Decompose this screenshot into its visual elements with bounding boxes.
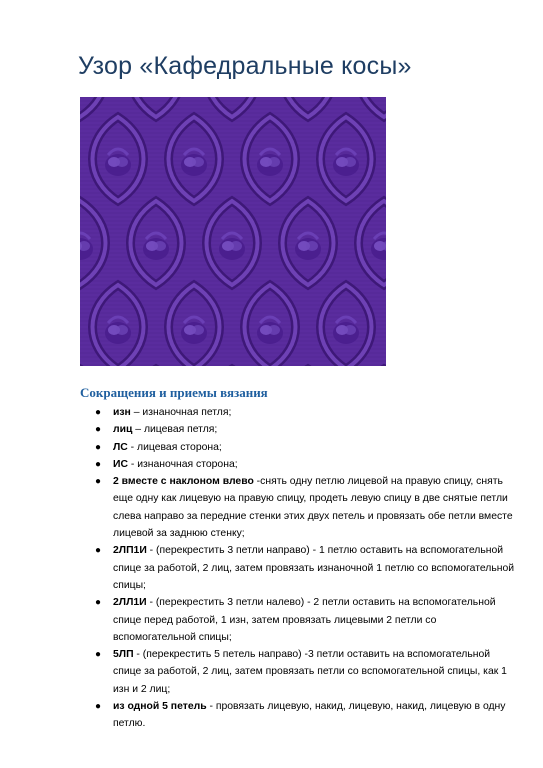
item-term: ЛС (113, 441, 128, 453)
bullet-icon: ● (95, 649, 102, 661)
item-term: лиц (113, 424, 133, 436)
abbreviations-list (95, 404, 515, 733)
item-term: 2ЛЛ1И (113, 597, 147, 609)
item-term: 5ЛП (113, 649, 134, 661)
list-item (95, 404, 515, 421)
item-text: - (перекрестить 3 петли направо) - 1 петлю оставить на вспомогательной спице за работой, 2 лиц, затем провязать изнаночной 1 петлю со вспомогательной спицы; (113, 545, 515, 591)
list-item (95, 698, 515, 733)
bullet-icon: ● (95, 545, 102, 557)
item-text: -снять одну петлю лицевой на правую спицу, снять еще одну как лицевую на правую спицу, продеть левую спицу в две снятые петли слева направо за передние стенки этих двух петель и провязать обе петли вместе лицевой за заднюю стенку; (113, 476, 513, 540)
item-text: - провязать лицевую, накид, лицевую, накид, лицевую в одну петлю. (113, 701, 506, 730)
item-text: - (перекрестить 3 петли налево) - 2 петли оставить на вспомогательной спице перед работой, 1 изн, затем провязать лицевыми 2 петли со вспомогательной спицы; (113, 597, 496, 643)
knit-texture-shape (306, 241, 318, 251)
knit-texture-shape (344, 325, 356, 335)
list-item (95, 421, 515, 438)
list-item (95, 542, 515, 594)
section-heading: Сокращения и приемы вязания (80, 385, 268, 400)
list-item (95, 456, 515, 473)
item-term: 2 вместе с наклоном влево (113, 476, 254, 488)
knit-texture-shape (154, 241, 166, 251)
page-title: Узор «Кафедральные косы» (78, 52, 412, 80)
bullet-icon: ● (95, 701, 102, 713)
bullet-icon: ● (95, 458, 102, 470)
item-text: – изнаночная петля; (130, 407, 232, 418)
bullet-icon: ● (95, 476, 102, 488)
bullet-icon: ● (95, 441, 102, 453)
item-text: - (перекрестить 5 петель направо) -3 петли оставить на вспомогательной спице за работой, 2 лиц, затем провязать петли со вспомогательной спицы, как 1 изн и 2 лиц; (113, 649, 507, 695)
knitting-pattern-photo (80, 97, 386, 366)
knit-texture-shape (268, 157, 280, 167)
list-item (95, 594, 515, 646)
item-term: 2ЛП1И (113, 545, 147, 557)
list-item (95, 473, 515, 542)
item-term: из одной 5 петель (113, 701, 207, 713)
bullet-icon: ● (95, 424, 102, 436)
knit-texture-shape (116, 325, 128, 335)
bullet-icon: ● (95, 597, 102, 609)
cable-knit-illustration (80, 97, 386, 366)
item-term: изн (113, 407, 131, 418)
knit-texture-shape (344, 157, 356, 167)
knit-texture-shape (192, 325, 204, 335)
knit-texture-shape (192, 157, 204, 167)
list-item (95, 646, 515, 698)
list-item (95, 439, 515, 456)
knit-texture-shape (230, 241, 242, 251)
item-text: - лицевая сторона; (127, 441, 222, 453)
item-text: – лицевая петля; (132, 424, 218, 436)
knit-texture-shape (116, 157, 128, 167)
knit-texture-shape (268, 325, 280, 335)
item-text: - изнаночная сторона; (127, 458, 238, 470)
bullet-icon: ● (95, 407, 102, 418)
item-term: ИС (113, 458, 128, 470)
